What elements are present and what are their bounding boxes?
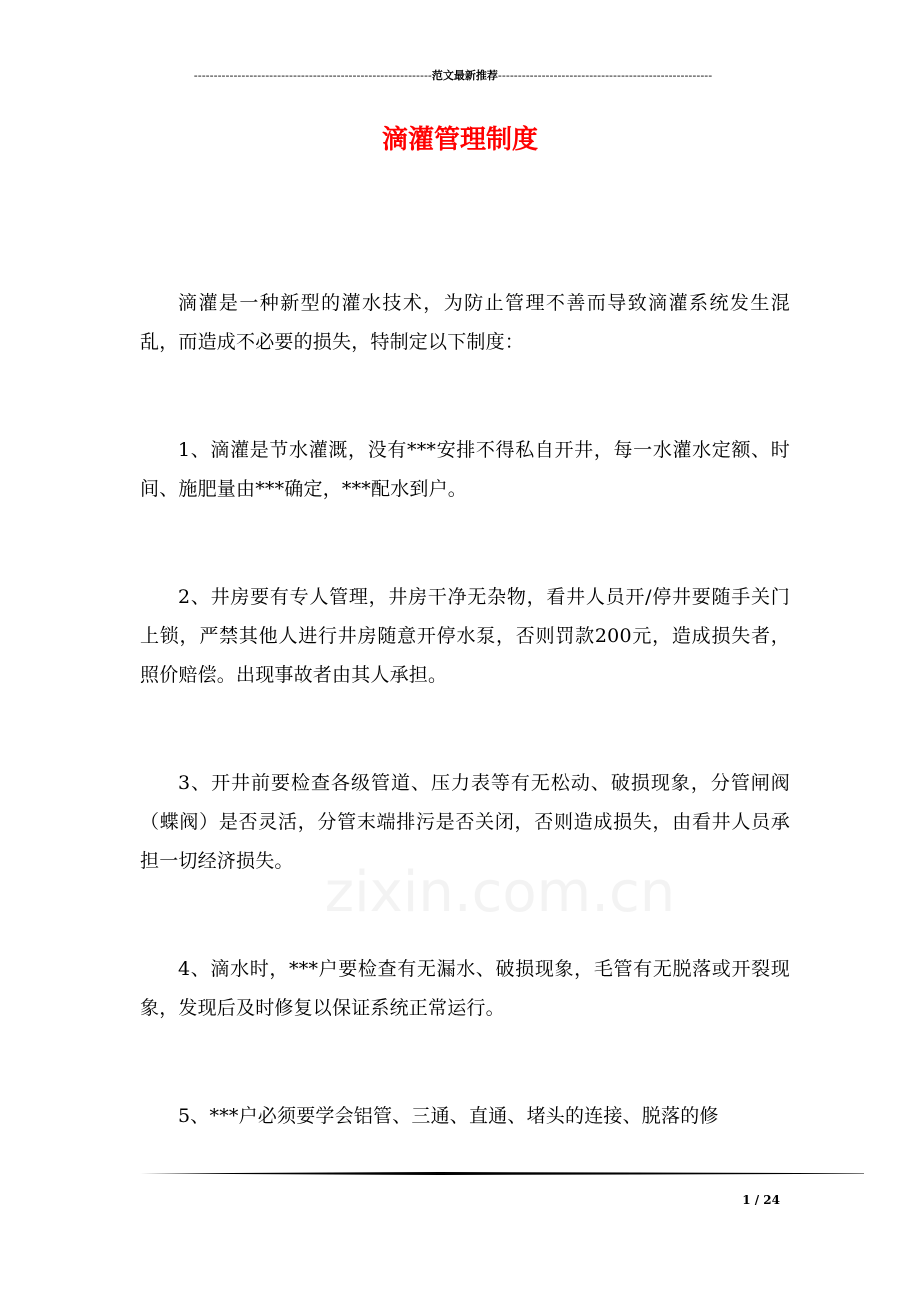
paragraph-rule-3: 3、开井前要检查各级管道、压力表等有无松动、破损现象，分管闸阀（蝶阀）是否灵活，分管末端排污是否关闭，否则造成损失，由看井人员承担一切经济损失。 [140,772,790,872]
header-dashes-right: ------------------------------------------------------ [497,69,713,82]
paragraph-rule-4: 4、滴水时，***户要检查有无漏水、破损现象，毛管有无脱落或开裂现象，发现后及时修复以保证系统正常运行。 [140,958,790,1019]
paragraph-rule-5: 5、***户必须要学会铝管、三通、直通、堵头的连接、脱落的修 [178,1105,719,1127]
paragraph-rule-2: 2、井房要有专人管理，井房干净无杂物，看井人员开/停井要随手关门上锁，严禁其他人进行井房随意开停水泵，否则罚款200元，造成损失者，照价赔偿。出现事故者由其人承担。 [140,586,790,686]
page-number: 1 / 24 [742,1193,780,1207]
header-dashes-left: ------------------------------------------------------------ [193,69,432,82]
page-header [138,68,768,84]
paragraph-rule-1: 1、滴灌是节水灌溉，没有***安排不得私自开井，每一水灌水定额、时间、施肥量由***确定，***配水到户。 [140,439,790,500]
document-title: 滴灌管理制度 [381,125,538,155]
document-body [140,284,790,1136]
watermark: zixin.com.cn [324,860,676,925]
footer-divider [140,1171,864,1176]
header-label: 范文最新推荐 [431,69,498,82]
paragraph-intro: 滴灌是一种新型的灌水技术，为防止管理不善而导致滴灌系统发生混乱，而造成不必要的损失，特制定以下制度： [140,292,790,353]
